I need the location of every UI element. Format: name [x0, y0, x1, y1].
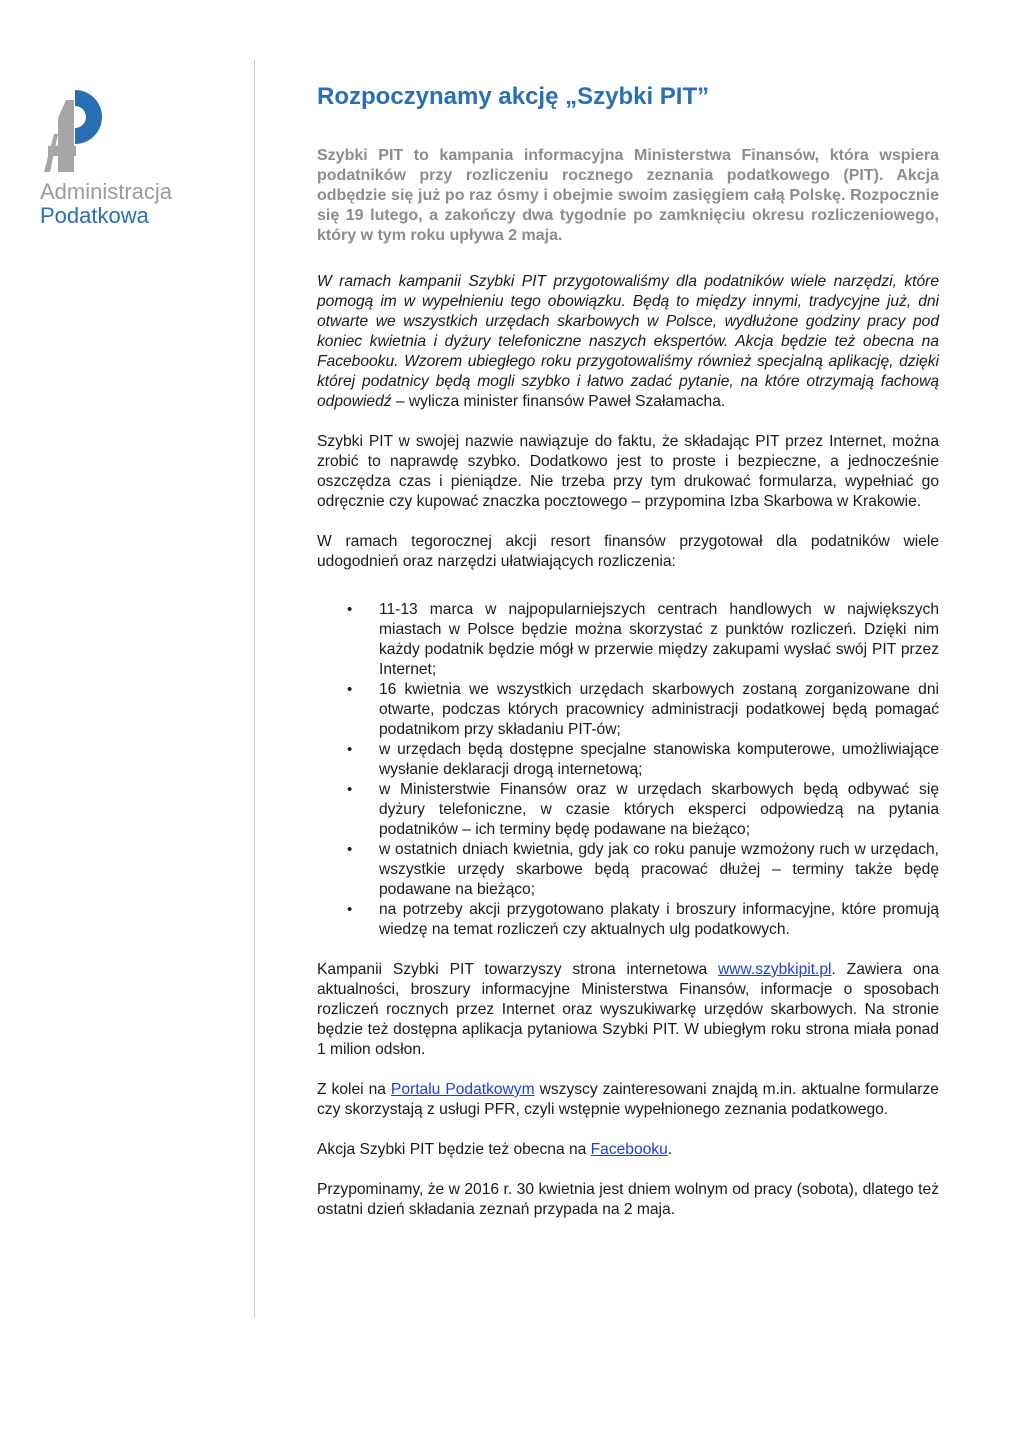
- logo-text: [40, 180, 240, 228]
- paragraph-portal: [317, 1080, 939, 1120]
- list-item-text: w ostatnich dniach kwietnia, gdy jak co roku panuje wzmożony ruch w urzędach, wszystkie urzędy skarbowe będą pracować dłużej – terminy także będę podawane na bieżąco;: [379, 841, 939, 898]
- lead-paragraph: Szybki PIT to kampania informacyjna Ministerstwa Finansów, która wspiera podatników przy rozliczeniu rocznego zeznania podatkowego (PIT). Akcja odbędzie się już po raz ósmy i obejmie swoim zasięgiem całą Polskę. Rozpocznie się 19 lutego, a zakończy dwa tygodnie po zamknięciu okresu rozliczeniowego, który w tym roku upływa 2 maja.: [317, 147, 939, 244]
- bullet-icon: •: [347, 781, 353, 798]
- list-item: [317, 680, 939, 740]
- vertical-divider: [254, 60, 255, 1318]
- bullet-icon: •: [347, 601, 353, 618]
- logo-line-administracja: Administracja: [40, 179, 173, 204]
- text-span: . Zawiera ona aktualności, broszury informacyjne Ministerstwa Finansów, informacje o sposobach rozliczeń rocznych przez Internet oraz wyszukiwarkę urzędów skarbowych. Na stronie będzie też dostępna aplikacja pytaniowa Szybki PIT. W ubiegłym roku strona miała ponad 1 milion odsłon.: [317, 961, 939, 1058]
- bullet-icon: •: [347, 841, 353, 858]
- list-item-text: na potrzeby akcji przygotowano plakaty i broszury informacyjne, które promują wiedzę na temat rozliczeń czy aktualnych ulg podatkowych.: [379, 901, 939, 938]
- text-span: Z kolei na: [317, 1081, 391, 1098]
- list-item-text: w urzędach będą dostępne specjalne stanowiska komputerowe, umożliwiające wysłanie deklaracji drogą internetową;: [379, 741, 939, 778]
- list-item: [317, 780, 939, 840]
- administracja-podatkowa-logo-icon: [44, 88, 104, 174]
- facilities-list: [317, 600, 939, 940]
- list-item: [317, 900, 939, 940]
- quote-attribution: – wylicza minister finansów Paweł Szałamacha.: [391, 393, 726, 410]
- quote-paragraph: [317, 272, 939, 412]
- list-item-text: w Ministerstwie Finansów oraz w urzędach skarbowych będą odbywać się dyżury telefoniczne, w czasie których eksperci odpowiedzą na pytania podatników – ich terminy będę podawane na bieżąco;: [379, 781, 939, 838]
- list-item-text: 16 kwietnia we wszystkich urzędach skarbowych zostaną zorganizowane dni otwarte, podczas których pracownicy administracji podatkowej będą pomagać podatnikom przy składaniu PIT-ów;: [379, 681, 939, 738]
- text-span: wszyscy zainteresowani znajdą m.in. aktualne formularze czy skorzystają z usługi PFR, czyli wstępnie wypełnionego zeznania podatkowego.: [317, 1081, 939, 1118]
- paragraph-szybki-pit-name: Szybki PIT w swojej nazwie nawiązuje do faktu, że składając PIT przez Internet, można zrobić to naprawdę szybko. Dodatkowo jest to proste i bezpieczne, a jednocześnie oszczędza czas i pieniądze. Nie trzeba przy tym drukować formularza, wypełniać go odręcznie czy kupować znaczka pocztowego – przypomina Izba Skarbowa w Krakowie.: [317, 433, 939, 510]
- szybkipit-link[interactable]: www.szybkipit.pl: [717, 961, 832, 978]
- list-item: [317, 740, 939, 780]
- portal-podatkowy-link[interactable]: Portalu Podatkowym: [390, 1081, 535, 1098]
- minister-quote: W ramach kampanii Szybki PIT przygotowaliśmy dla podatników wiele narzędzi, które pomogą im w wypełnieniu tego obowiązku. Będą to między innymi, tradycyjne już, dni otwarte we wszystkich urzędach skarbowych w Polsce, wydłużone godziny pracy pod koniec kwietnia i dyżury telefoniczne naszych ekspertów. Akcja będzie też obecna na Facebooku. Wzorem ubiegłego roku przygotowaliśmy również specjalną aplikację, dzięki której podatnicy będą mogli szybko i łatwo zadać pytanie, na które otrzymają fachową odpowiedź: [317, 273, 939, 410]
- document-body: [317, 82, 939, 1240]
- paragraph-reminder: Przypominamy, że w 2016 r. 30 kwietnia jest dniem wolnym od pracy (sobota), dlatego też ostatni dzień składania zeznań przypada na 2 maja.: [317, 1181, 939, 1218]
- bullet-icon: •: [347, 901, 353, 918]
- logo-line-podatkowa: Podatkowa: [40, 203, 149, 228]
- text-span: .: [667, 1141, 673, 1158]
- paragraph-facilities-intro: W ramach tegorocznej akcji resort finansów przygotował dla podatników wiele udogodnień oraz narzędzi ułatwiających rozliczenia:: [317, 533, 939, 570]
- page-title: Rozpoczynamy akcję „Szybki PIT”: [317, 83, 710, 110]
- logo: [40, 88, 240, 228]
- bullet-icon: •: [347, 741, 353, 758]
- text-span: Akcja Szybki PIT będzie też obecna na: [317, 1141, 591, 1158]
- facebook-link[interactable]: Facebooku: [590, 1141, 668, 1158]
- paragraph-facebook: [317, 1140, 939, 1160]
- text-span: Kampanii Szybki PIT towarzyszy strona internetowa: [317, 961, 718, 978]
- bullet-icon: •: [347, 681, 353, 698]
- paragraph-website: [317, 960, 939, 1060]
- list-item: [317, 840, 939, 900]
- list-item: [317, 600, 939, 680]
- list-item-text: 11-13 marca w najpopularniejszych centrach handlowych w największych miastach w Polsce będzie można skorzystać z punktów rozliczeń. Dzięki nim każdy podatnik będzie mógł w przerwie między zakupami wysłać swój PIT przez Internet;: [379, 601, 939, 678]
